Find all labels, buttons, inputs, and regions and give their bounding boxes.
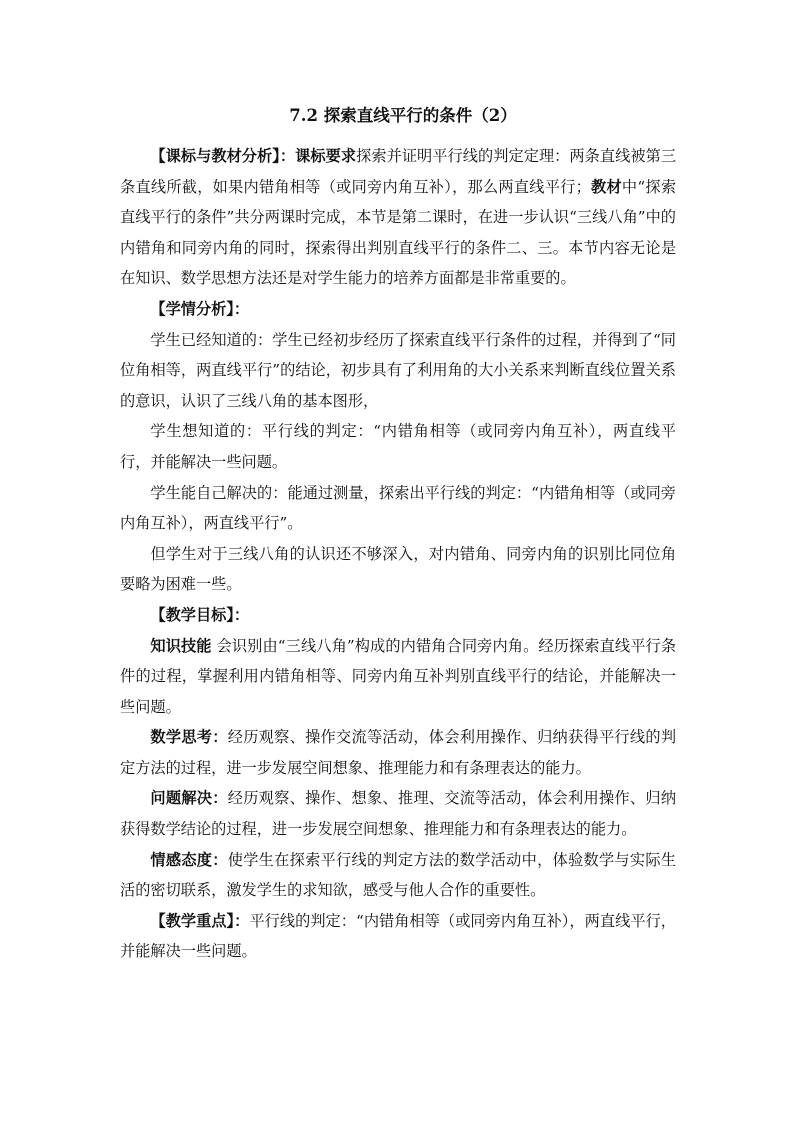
keypoint-paragraph bbox=[120, 906, 676, 967]
keypoint-heading: 【教学重点】： bbox=[150, 911, 250, 930]
goal-text: 会识别由“三线八角”构成的内错角合同旁内角。经历探索直线平行条件的过程，掌握利用内错角相等、同旁内角互补判别直线平行的结论，并能解决一些问题。 bbox=[120, 636, 677, 716]
goals-heading-paragraph bbox=[120, 600, 676, 631]
goals-heading: 【教学目标】： bbox=[150, 605, 250, 624]
learner-paragraph-1: 学生已经知道的：学生已经初步经历了探索直线平行条件的过程，并得到了“同位角相等，两直线平行”的结论，初步具有了利用角的大小关系来判断直线位置关系的意识，认识了三线八角的基本图形， bbox=[120, 330, 676, 410]
curriculum-text-2: 中“探索直线平行的条件”共分两课时完成，本节是第二课时，在进一步认识“三线八角”中的内错角和同旁内角的同时，探索得出判别直线平行的条件二、三。本节内容无论是在知识、数学思想方法还是对学生能力的培养方面都是非常重要的。 bbox=[120, 177, 677, 288]
goal-text: 经历观察、操作、想象、推理、交流等活动，体会利用操作、归纳获得数学结论的过程，进一步发展空间想象、推理能力和有条理表达的能力。 bbox=[120, 789, 677, 839]
learner-heading: 【学情分析】： bbox=[150, 299, 250, 318]
curriculum-heading: 【课标与教材分析】： bbox=[150, 147, 296, 165]
goal-text: 使学生在探索平行线的判定方法的数学活动中，体验数学与实际生活的密切联系，激发学生的求知欲，感受与他人合作的重要性。 bbox=[120, 850, 677, 900]
curriculum-lead-2: 教材 bbox=[590, 177, 622, 196]
goal-item-knowledge bbox=[120, 631, 676, 723]
curriculum-paragraph bbox=[120, 141, 676, 294]
goal-label: 情感态度： bbox=[150, 850, 228, 869]
goal-text: 经历观察、操作交流等活动，体会利用操作、归纳获得平行线的判定方法的过程，进一步发展空间想象、推理能力和有条理表达的能力。 bbox=[120, 728, 677, 777]
goal-label: 数学思考： bbox=[150, 728, 228, 747]
document-body bbox=[120, 103, 676, 967]
page-title: 7.2 探索直线平行的条件（2） bbox=[289, 106, 517, 125]
goal-label: 问题解决： bbox=[150, 789, 228, 808]
curriculum-lead: 课标要求 bbox=[295, 147, 357, 165]
goal-item-attitude bbox=[120, 845, 676, 906]
learner-heading-paragraph bbox=[120, 294, 676, 325]
keypoint-text: 平行线的判定：“内错角相等（或同旁内角互补），两直线平行，并能解决一些问题。 bbox=[120, 911, 676, 961]
learner-paragraph-3: 学生能自己解决的：能通过测量，探索出平行线的判定：“内错角相等（或同旁内角互补），两直线平行”。 bbox=[120, 483, 676, 533]
goal-item-problem-solving bbox=[120, 783, 676, 844]
goal-item-thinking bbox=[120, 722, 676, 783]
curriculum-text-1: 探索并证明平行线的判定定理：两条直线被第三条直线所截，如果内错角相等（或同旁内角互补），那么两直线平行； bbox=[120, 147, 677, 196]
learner-paragraph-4: 但学生对于三线八角的认识还不够深入，对内错角、同旁内角的识别比同位角要略为困难一些。 bbox=[120, 544, 676, 594]
learner-paragraph-2: 学生想知道的：平行线的判定：“内错角相等（或同旁内角互补），两直线平行，并能解决一些问题。 bbox=[120, 422, 676, 471]
goal-label: 知识技能 bbox=[150, 636, 212, 655]
